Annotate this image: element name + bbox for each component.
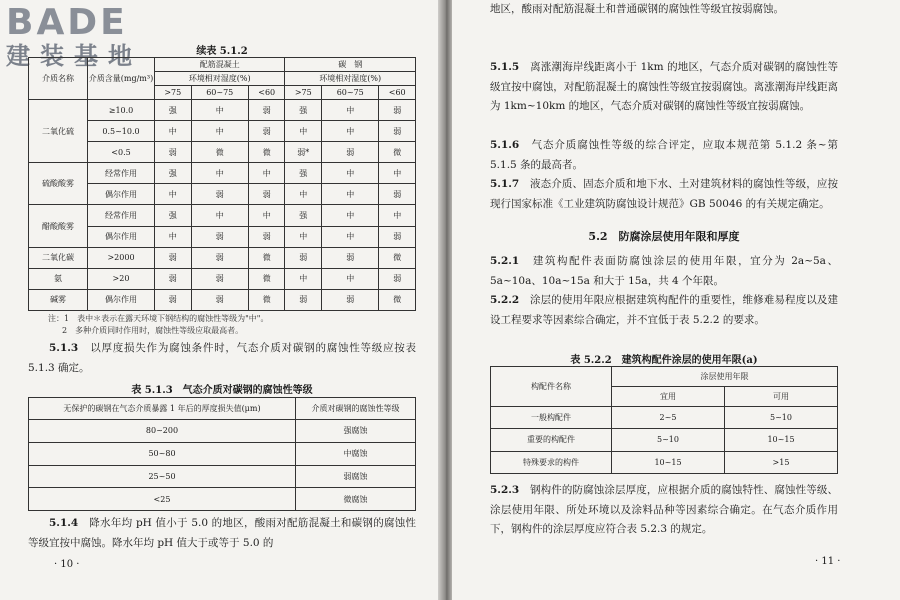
table-cell: 弱 (285, 289, 322, 310)
clause-text: 离涨潮海岸线距离小于 1km 的地区，气态介质对碳钢的腐蚀性等级宜按中腐蚀，对配筋混凝土的腐蚀性等级宜按弱腐蚀。离涨潮海岸线距离为 1km~10km 的地区，气态介质对碳钢的腐蚀性等级宜按弱腐蚀。 (490, 61, 838, 112)
table-cell: 中 (322, 184, 379, 205)
table-cell: 弱 (379, 100, 416, 121)
table-cell: 中 (379, 163, 416, 184)
table-row (29, 205, 416, 226)
table-5-1-3 (28, 397, 416, 511)
header-humidity-range: >75 (285, 86, 322, 100)
medium-name-cell: 二氧化硫 (29, 100, 88, 163)
table-row (29, 247, 416, 268)
table-5-2-2-caption: 表 5.2.2 建筑构配件涂层的使用年限(a) (570, 355, 758, 366)
table-cell: 强 (285, 163, 322, 184)
clause-text: 降水年均 pH 值小于 5.0 的地区，酸雨对配筋混凝土和碳钢的腐蚀性等级宜按中腐蚀。降水年均 pH 值大于或等于 5.0 的 (28, 517, 416, 549)
table-cell: 经常作用 (88, 205, 155, 226)
medium-name-cell: 醋酸酸雾 (29, 205, 88, 247)
left-page (0, 0, 440, 600)
table-cell: 弱 (248, 226, 285, 247)
table-row (491, 429, 838, 451)
table-row (29, 100, 416, 121)
table-cell: 一般构配件 (491, 407, 612, 429)
header-humidity-range: <60 (248, 86, 285, 100)
table-cell: 微 (248, 142, 285, 163)
table-note-2: 2 多种介质同时作用时，腐蚀性等级应取最高者。 (62, 326, 244, 335)
table-5-1-2 (28, 57, 416, 311)
clause-number: 5.1.4 (49, 517, 79, 529)
table-cell: 弱 (285, 247, 322, 268)
table-cell: 中 (285, 121, 322, 142)
table-cell: 偶尔作用 (88, 226, 155, 247)
table-cell: 弱 (155, 289, 192, 310)
table-cell: 中 (191, 163, 248, 184)
table-cell: 强 (285, 205, 322, 226)
table-row (29, 184, 416, 205)
table-cell: 强腐蚀 (296, 420, 416, 443)
logo-english: BADE (6, 2, 128, 43)
header-humidity-range: >75 (155, 86, 192, 100)
table-cell: 弱 (322, 247, 379, 268)
medium-name-cell: 氨 (29, 268, 88, 289)
table-cell: 弱 (191, 226, 248, 247)
table-cell: 中 (191, 121, 248, 142)
table-cell: 弱 (379, 268, 416, 289)
header-service-life: 涂层使用年限 (612, 367, 838, 387)
table-cell: 弱 (155, 247, 192, 268)
table-cell: 强 (155, 163, 192, 184)
table-cell: 弱 (379, 121, 416, 142)
table-cell: 2~5 (612, 407, 725, 429)
table-cell: 中 (285, 226, 322, 247)
logo-chinese: 建装基地 (6, 42, 142, 70)
table-cell: 微 (191, 142, 248, 163)
page-number-right: · 11 · (815, 556, 841, 567)
table-cell: 中 (191, 205, 248, 226)
paragraph-5-1-6 (490, 136, 838, 175)
paragraph-5-1-3 (28, 339, 416, 378)
table-cell: 弱 (322, 142, 379, 163)
table-row (29, 442, 416, 465)
table-cell: 中 (248, 163, 285, 184)
table-cell: 50~80 (29, 442, 296, 465)
table-row (29, 289, 416, 310)
table-cell: 25~50 (29, 465, 296, 488)
table-cell: 中 (322, 121, 379, 142)
table-cell: 微腐蚀 (296, 488, 416, 511)
header-concrete: 配筋混凝土 (155, 58, 285, 72)
table-cell: 80~200 (29, 420, 296, 443)
paragraph-5-2-1 (490, 252, 838, 291)
table-cell: 中 (155, 184, 192, 205)
table-cell: 10~15 (725, 429, 838, 451)
medium-name-cell: 二氧化碳 (29, 247, 88, 268)
paragraph-5-2-2 (490, 291, 838, 330)
header-humidity-range: <60 (379, 86, 416, 100)
table-row (29, 488, 416, 511)
table-row (29, 465, 416, 488)
header-component-name: 构配件名称 (491, 367, 612, 407)
medium-name-cell: 硫酸酸雾 (29, 163, 88, 205)
table-cell: 0.5~10.0 (88, 121, 155, 142)
header-humidity-range: 60~75 (191, 86, 248, 100)
header-humidity-range: 60~75 (322, 86, 379, 100)
table-cell: 重要的构配件 (491, 429, 612, 451)
table-row (491, 451, 838, 473)
table-cell: 强 (155, 100, 192, 121)
table-row (29, 121, 416, 142)
table-cell: 中 (191, 100, 248, 121)
clause-number: 5.2.1 (490, 255, 520, 267)
table-cell: 弱 (155, 268, 192, 289)
table-cell: 弱 (191, 268, 248, 289)
table-cell: 弱 (155, 142, 192, 163)
table-cell: >2000 (88, 247, 155, 268)
table-row (491, 407, 838, 429)
header-medium-name: 介质名称 (29, 58, 88, 100)
clause-text: 建筑构配件表面防腐蚀涂层的使用年限，宜分为 2a~5a、5a~10a、10a~15a 和大于 15a，共 4 个年限。 (490, 255, 839, 287)
table-cell: ≥10.0 (88, 100, 155, 121)
table-cell: 中 (285, 184, 322, 205)
table-cell: 中 (322, 268, 379, 289)
header-thickness-loss: 无保护的碳钢在气态介质暴露 1 年后的厚度损失值(μm) (29, 398, 296, 420)
table-cell: 偶尔作用 (88, 184, 155, 205)
table-cell: 弱 (322, 289, 379, 310)
paragraph-continuation: 地区，酸雨对配筋混凝土和普通碳钢的腐蚀性等级宜按弱腐蚀。 (490, 3, 784, 15)
table-cell: 弱* (285, 142, 322, 163)
table-cell: 中 (155, 121, 192, 142)
header-corrosion-grade: 介质对碳钢的腐蚀性等级 (296, 398, 416, 420)
table-cell: 5~10 (612, 429, 725, 451)
table-row (29, 268, 416, 289)
table-5-1-3-caption: 表 5.1.3 气态介质对碳钢的腐蚀性等级 (131, 385, 313, 396)
table-cell: 中 (322, 163, 379, 184)
table-cell: 中 (285, 268, 322, 289)
table-cell: 10~15 (612, 451, 725, 473)
table-cell: 弱 (248, 121, 285, 142)
table-row (29, 226, 416, 247)
clause-number: 5.1.3 (49, 342, 79, 354)
table-cell: 弱 (379, 184, 416, 205)
clause-number: 5.1.6 (490, 139, 520, 151)
table-cell: 弱 (248, 100, 285, 121)
table-cell: 弱腐蚀 (296, 465, 416, 488)
clause-number: 5.2.2 (490, 294, 520, 306)
paragraph-5-1-4 (28, 514, 416, 553)
table-cell: 微 (248, 247, 285, 268)
clause-text: 液态介质、固态介质和地下水、土对建筑材料的腐蚀性等级，应按现行国家标准《工业建筑防腐蚀设计规范》GB 50046 的有关规定确定。 (490, 178, 839, 210)
table-cell: 强 (155, 205, 192, 226)
table-cell: 中 (379, 205, 416, 226)
header-medium-content: 介质含量(mg/m³) (88, 58, 155, 100)
page-number-left: · 10 · (54, 559, 80, 570)
clause-number: 5.1.7 (490, 178, 520, 190)
clause-text: 涂层的使用年限应根据建筑构配件的重要性，维修难易程度以及建设工程要求等因素综合确定，并不宜低于表 5.2.2 的要求。 (490, 294, 839, 326)
table-cell: 中 (248, 205, 285, 226)
table-cell: 微 (248, 268, 285, 289)
table-5-2-2 (490, 366, 838, 474)
table-cell: 中 (322, 205, 379, 226)
clause-text: 气态介质腐蚀性等级的综合评定，应取本规范第 5.1.2 条~第 5.1.5 条的最高者。 (490, 139, 838, 171)
table-cell: 弱 (191, 247, 248, 268)
table-row (29, 163, 416, 184)
header-humidity: 环境相对湿度(%) (155, 72, 285, 86)
table-cell: >20 (88, 268, 155, 289)
paragraph-5-2-3 (490, 481, 838, 540)
paragraph-5-1-5 (490, 58, 838, 136)
clause-number: 5.2.3 (490, 484, 520, 496)
table-cell: 5~10 (725, 407, 838, 429)
table-cell: 特殊要求的构件 (491, 451, 612, 473)
table-cell: 弱 (191, 184, 248, 205)
table-cell: <25 (29, 488, 296, 511)
header-allowed: 可用 (725, 387, 838, 407)
clause-text: 以厚度损失作为腐蚀条件时，气态介质对碳钢的腐蚀性等级应按表 5.1.3 确定。 (28, 342, 417, 374)
table-cell: 弱 (379, 226, 416, 247)
table-cell: 强 (285, 100, 322, 121)
table-cell: 微 (248, 289, 285, 310)
table-cell: >15 (725, 451, 838, 473)
header-recommended: 宜用 (612, 387, 725, 407)
clause-text: 钢构件的防腐蚀涂层厚度，应根据介质的腐蚀特性、腐蚀性等级、涂层使用年限、所处环境以及涂料品种等因素综合确定。在气态介质作用下，钢构件的涂层厚度应符合表 5.2.3 的规定。 (490, 484, 839, 535)
table-cell: 微 (379, 289, 416, 310)
table-row (29, 420, 416, 443)
table-cell: 中腐蚀 (296, 442, 416, 465)
table-cell: 偶尔作用 (88, 289, 155, 310)
table-cell: 中 (322, 100, 379, 121)
paragraph-5-1-7 (490, 175, 838, 214)
table-cell: 弱 (191, 289, 248, 310)
table-5-1-2-caption: 续表 5.1.2 (196, 46, 248, 57)
clause-number: 5.1.5 (490, 61, 520, 73)
table-cell: <0.5 (88, 142, 155, 163)
table-cell: 中 (155, 226, 192, 247)
table-row (29, 142, 416, 163)
header-humidity: 环境相对湿度(%) (285, 72, 416, 86)
table-cell: 微 (379, 142, 416, 163)
table-cell: 微 (379, 247, 416, 268)
table-note-1: 注：1 表中＊表示在露天环境下钢结构的腐蚀性等级为"中"。 (48, 314, 269, 323)
table-cell: 中 (322, 226, 379, 247)
medium-name-cell: 碱雾 (29, 289, 88, 310)
section-title-5-2: 5.2 防腐涂层使用年限和厚度 (588, 230, 740, 243)
table-cell: 弱 (248, 184, 285, 205)
table-cell: 经常作用 (88, 163, 155, 184)
header-steel: 碳 钢 (285, 58, 416, 72)
